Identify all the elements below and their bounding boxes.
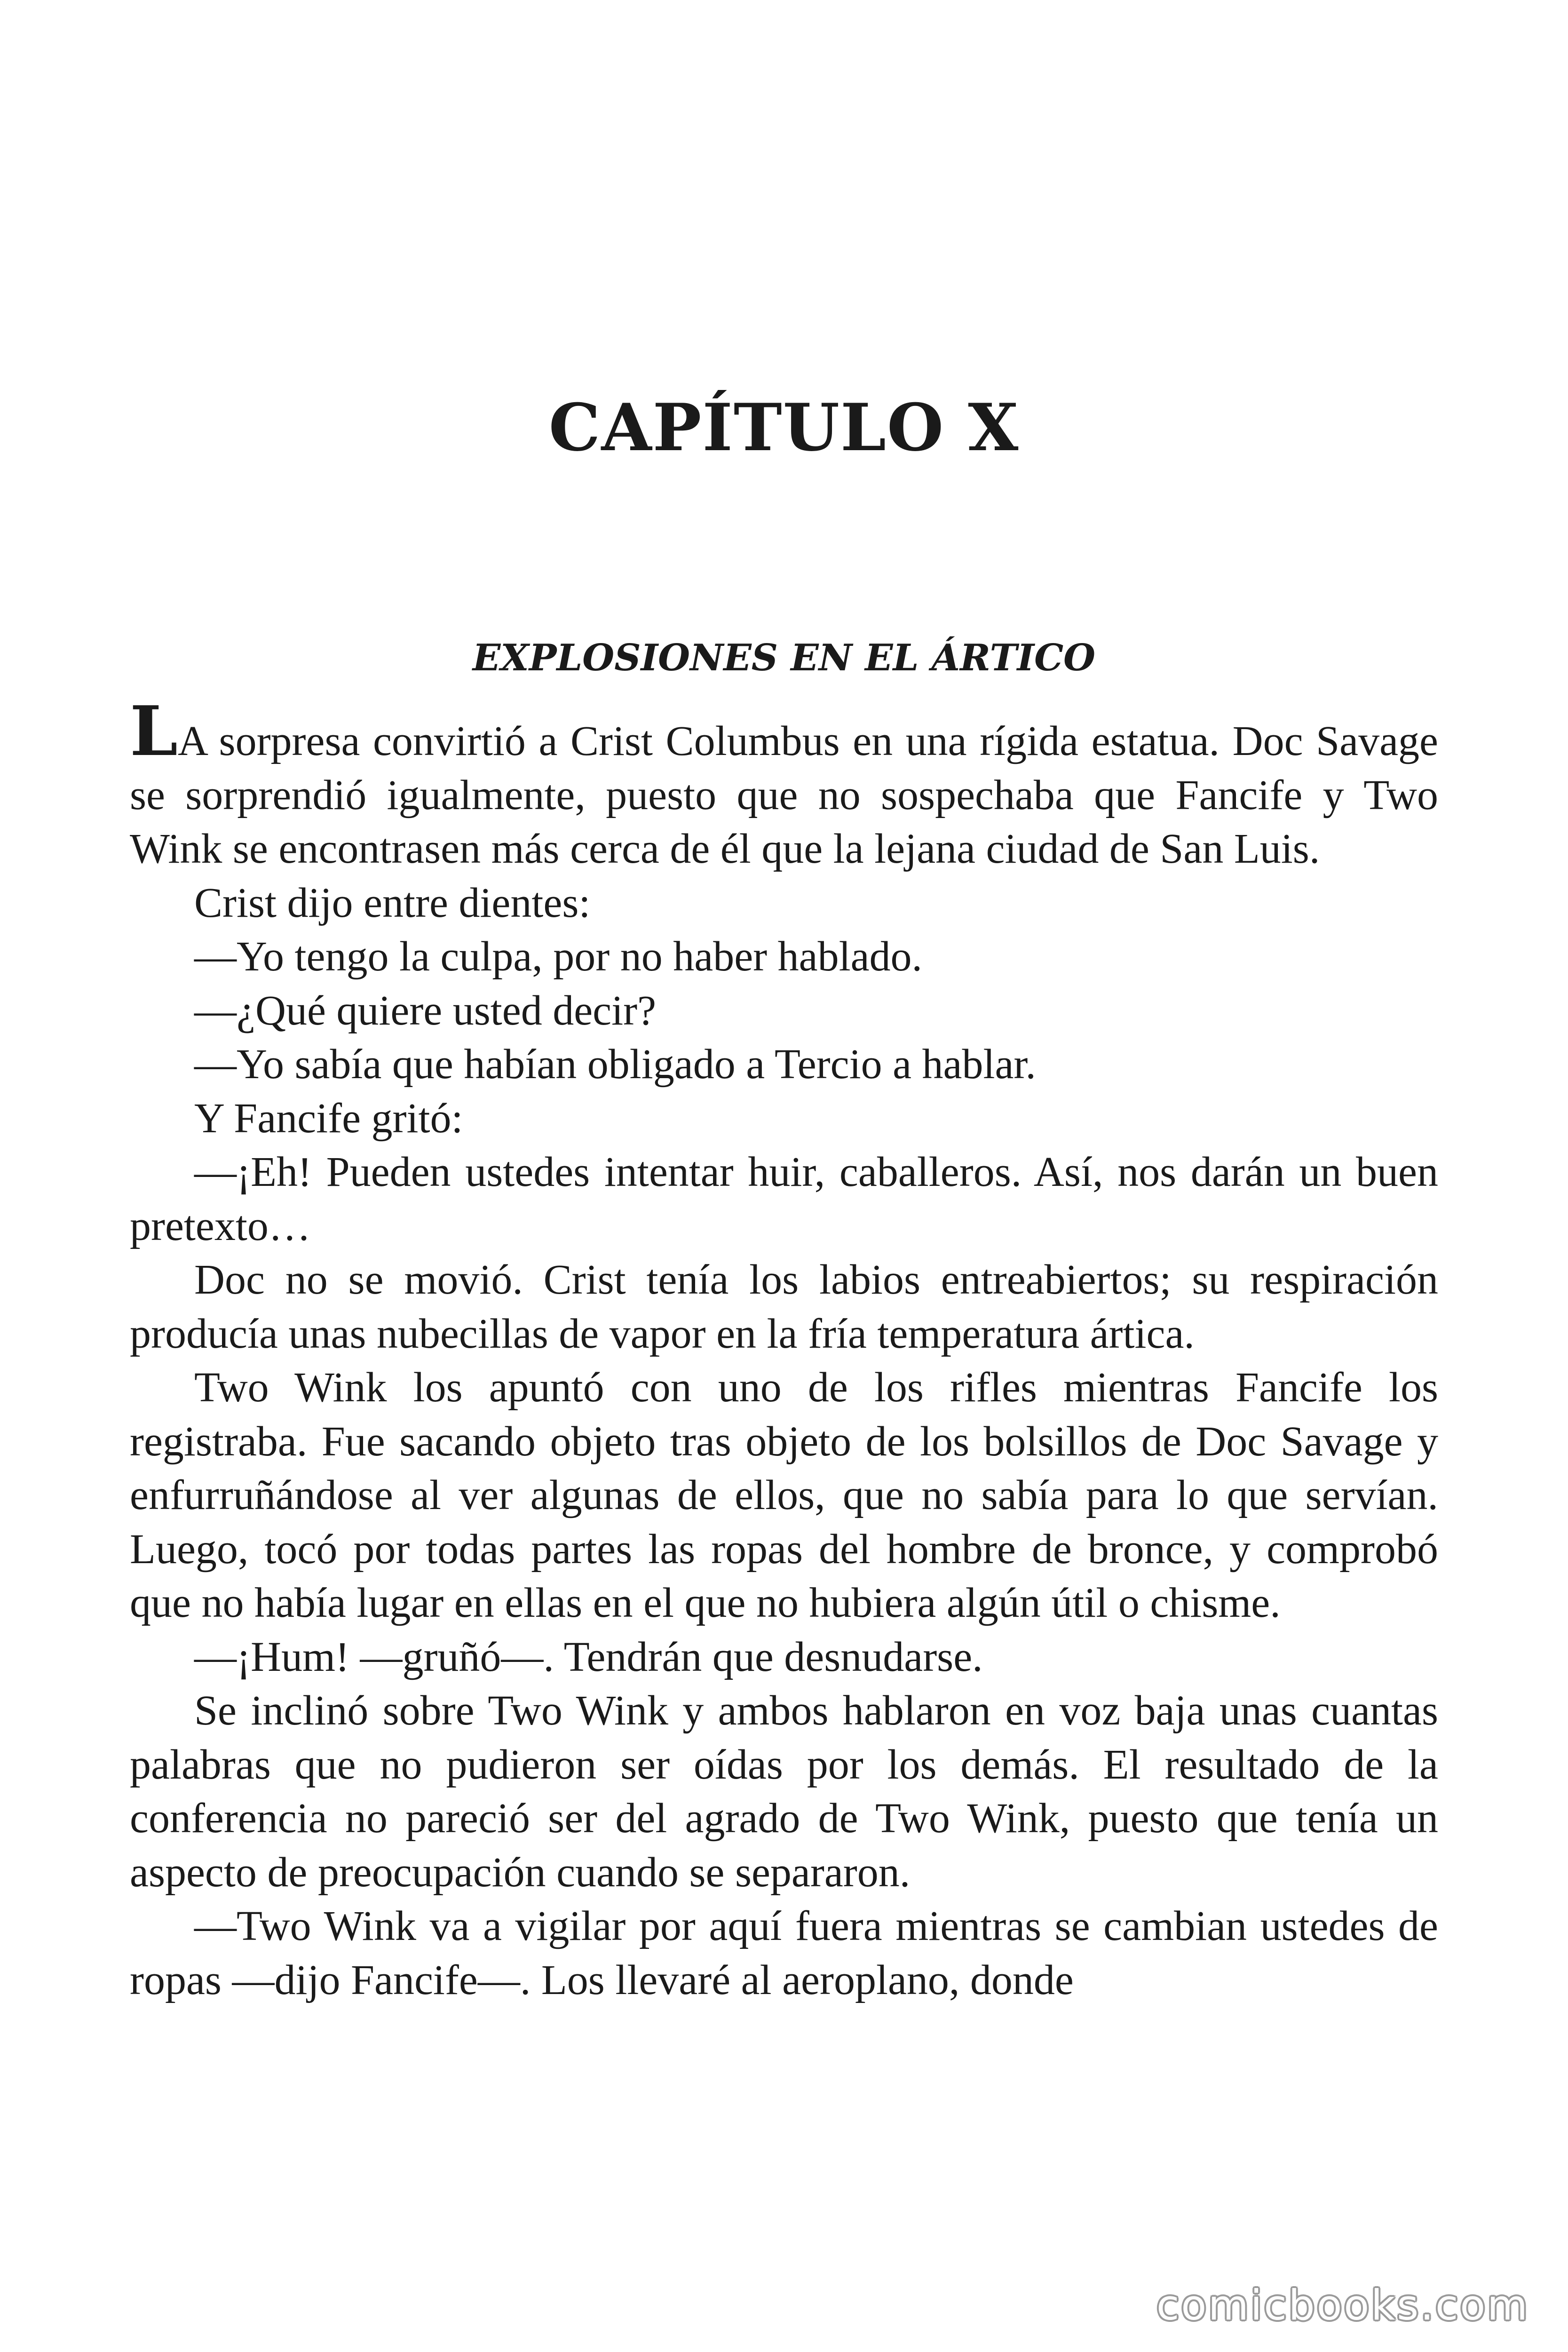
paragraph: Se inclinó sobre Two Wink y ambos hablaron en voz baja unas cuantas palabras que no pudieron ser oídas por los demás. El resultado de la conferencia no pareció ser del agrado de Two Wink, puesto que tenía un aspecto de preocupación cuando se separaron. <box>130 1687 1438 1896</box>
chapter-body <box>130 691 1438 2007</box>
chapter-title: CAPÍTULO X <box>548 389 1020 466</box>
first-paragraph <box>130 691 1438 876</box>
drop-cap: L <box>130 691 178 771</box>
paragraph: Doc no se movió. Crist tenía los labios entreabiertos; su respiración producía unas nubecillas de vapor en la fría temperatura ártica. <box>130 1256 1438 1357</box>
paragraph: Two Wink los apuntó con uno de los rifles mientras Fancife los registraba. Fue sacando objeto tras objeto de los bolsillos de Doc Savage y enfurruñándose al ver algunas de ellos, que no sabía para lo que servían. Luego, tocó por todas partes las ropas del hombre de bronce, y comprobó que no había lugar en ellas en el que no hubiera algún útil o chisme. <box>130 1364 1438 1626</box>
paragraph: Y Fancife gritó: <box>194 1095 463 1142</box>
paragraph: —¡Eh! Pueden ustedes intentar huir, caballeros. Así, nos darán un buen pretexto… <box>130 1149 1438 1249</box>
paragraph: —¡Hum! —gruñó—. Tendrán que desnudarse. <box>194 1633 983 1680</box>
paragraph: —¿Qué quiere usted decir? <box>194 987 657 1034</box>
paragraph: —Yo sabía que habían obligado a Tercio a hablar. <box>194 1041 1036 1088</box>
paragraph: —Two Wink va a vigilar por aquí fuera mientras se cambian ustedes de ropas —dijo Fancife—. Los llevaré al aeroplano, donde <box>130 1903 1438 2003</box>
first-paragraph-text: A sorpresa convirtió a Crist Columbus en una rígida estatua. Doc Savage se sorprendió igualmente, puesto que no sospechaba que Fancife y Two Wink se encontrasen más cerca de él que la lejana ciudad de San Luis. <box>130 718 1438 872</box>
paragraph: Crist dijo entre dientes: <box>194 879 591 926</box>
watermark-logo: comicbooks.com <box>1156 2281 1529 2329</box>
chapter-subtitle: EXPLOSIONES EN EL ÁRTICO <box>472 636 1096 679</box>
paragraph: —Yo tengo la culpa, por no haber hablado. <box>194 933 923 980</box>
